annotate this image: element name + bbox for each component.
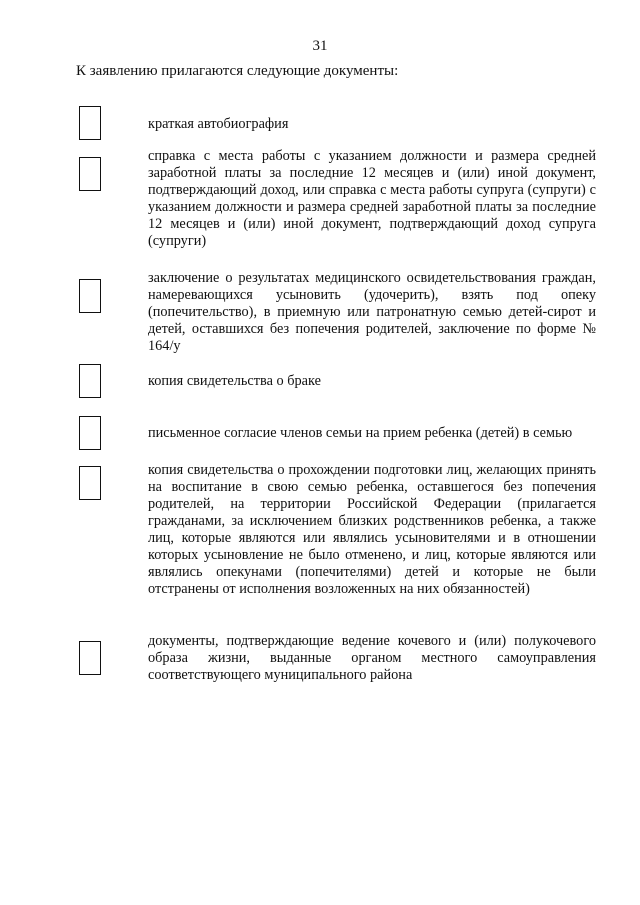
document-checkbox-family-consent[interactable] xyxy=(79,416,101,450)
item-text-autobiography: краткая автобиография xyxy=(148,116,289,132)
document-checkbox-nomadic-lifestyle[interactable] xyxy=(79,641,101,675)
item-text-training-certificate: копия свидетельства о прохождении подготовки лиц, желающих принять на воспитание в свою семью ребенка, оставшегося без попечения родителей, на территории Российской Федерации (прилагается гражданами, за исключением близких родственников ребенка, а также лиц, которые являются или являлись усыновителями и в отношении которых усыновление не было отменено, и лиц, которые являются или являлись опекунами (попечителями) детей и которые не были отстранены от исполнения возложенных на них обязанностей) xyxy=(148,462,596,597)
document-checkbox-autobiography[interactable] xyxy=(79,106,101,140)
item-text-medical-report: заключение о результатах медицинского освидетельствования граждан, намеревающихся усыновить (удочерить), взять под опеку (попечительство), в приемную или патронатную семью детей-сирот и детей, оставшихся без попечения родителей, заключение по форме № 164/у xyxy=(148,270,596,354)
item-text-income-certificate: справка с места работы с указанием должности и размера средней заработной платы за последние 12 месяцев и (или) иной документ, подтверждающий доход, или справка с места работы супруга (супруги) с указанием должности и размера средней заработной платы за последние 12 месяцев и (или) иной документ, подтверждающий доход супруга (супруги) xyxy=(148,148,596,249)
document-checkbox-training-certificate[interactable] xyxy=(79,466,101,500)
document-checkbox-medical-report[interactable] xyxy=(79,279,101,313)
page-number: 31 xyxy=(312,38,328,54)
item-text-nomadic-lifestyle: документы, подтверждающие ведение кочевого и (или) полукочевого образа жизни, выданные органом местного самоуправления соответствующего муниципального района xyxy=(148,633,596,683)
item-text-family-consent: письменное согласие членов семьи на прием ребенка (детей) в семью xyxy=(148,425,573,441)
intro-text: К заявлению прилагаются следующие документы: xyxy=(76,63,399,79)
document-checkbox-marriage-certificate[interactable] xyxy=(79,364,101,398)
document-checkbox-income-certificate[interactable] xyxy=(79,157,101,191)
item-text-marriage-certificate: копия свидетельства о браке xyxy=(148,373,321,389)
